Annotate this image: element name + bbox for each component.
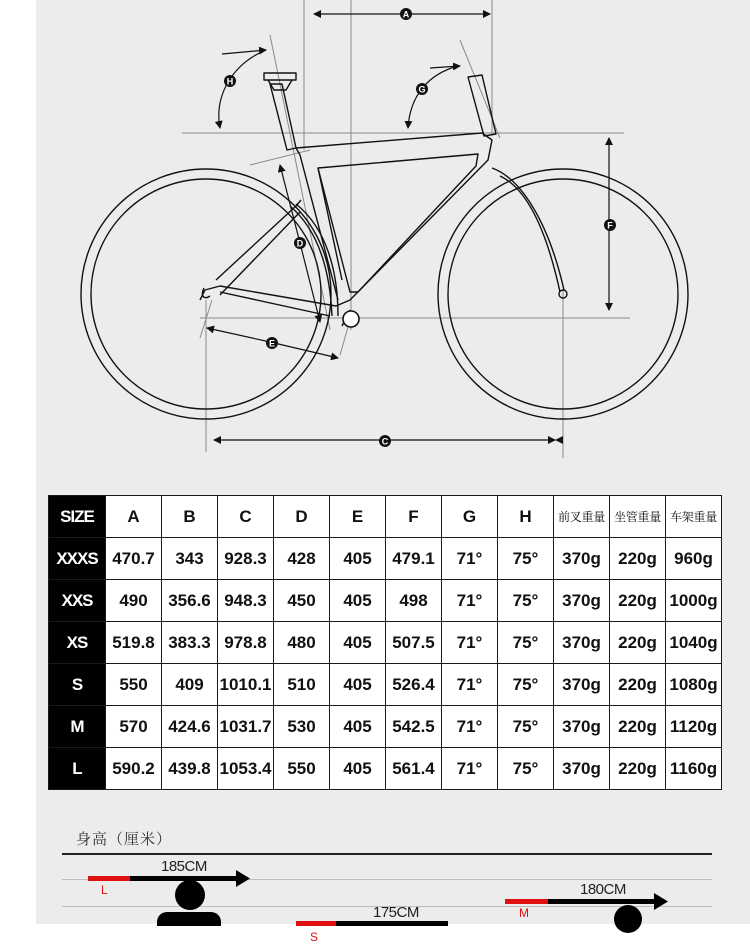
table-cell: 526.4	[386, 664, 442, 706]
size-range-bar	[505, 899, 548, 904]
header-b: B	[162, 496, 218, 538]
header-fork-weight: 前叉重量	[554, 496, 610, 538]
frame	[200, 73, 567, 326]
person-head-icon	[614, 905, 642, 933]
table-cell: 498	[386, 580, 442, 622]
height-value: 180CM	[580, 881, 626, 898]
table-cell: 75°	[498, 748, 554, 790]
table-cell: 450	[274, 580, 330, 622]
size-label-cell: M	[49, 706, 106, 748]
label-h	[224, 75, 236, 87]
svg-text:F: F	[607, 220, 613, 231]
table-cell: 978.8	[218, 622, 274, 664]
table-cell: 960g	[666, 538, 722, 580]
height-chart-rule	[62, 853, 712, 855]
header-size: SIZE	[49, 496, 106, 538]
table-cell: 550	[106, 664, 162, 706]
table-cell: 470.7	[106, 538, 162, 580]
size-range-bar	[88, 876, 130, 881]
svg-text:E: E	[268, 338, 276, 349]
table-cell: 1010.1	[218, 664, 274, 706]
height-chart-title: 身高（厘米）	[76, 831, 173, 848]
table-cell: 490	[106, 580, 162, 622]
table-cell: 480	[274, 622, 330, 664]
size-label-cell: L	[49, 748, 106, 790]
table-row	[49, 580, 722, 622]
table-cell: 1160g	[666, 748, 722, 790]
table-cell: 479.1	[386, 538, 442, 580]
table-cell: 370g	[554, 622, 610, 664]
table-cell: 439.8	[162, 748, 218, 790]
table-cell: 220g	[610, 664, 666, 706]
label-g	[416, 83, 428, 95]
table-cell: 370g	[554, 664, 610, 706]
wheels	[81, 169, 688, 419]
table-header-row	[49, 496, 722, 538]
table-cell: 409	[162, 664, 218, 706]
size-label-cell: S	[49, 664, 106, 706]
table-cell: 1080g	[666, 664, 722, 706]
header-frame-weight: 车架重量	[666, 496, 722, 538]
table-cell: 356.6	[162, 580, 218, 622]
table-cell: 405	[330, 748, 386, 790]
header-f: F	[386, 496, 442, 538]
label-b-hidden: B	[0, 0, 1, 1]
reference-lines	[182, 0, 630, 458]
label-c	[379, 435, 391, 447]
table-cell: 220g	[610, 538, 666, 580]
size-tag: S	[310, 930, 319, 944]
table-cell: 1031.7	[218, 706, 274, 748]
table-cell: 928.3	[218, 538, 274, 580]
height-arrow-bar	[548, 899, 658, 904]
table-cell: 220g	[610, 580, 666, 622]
table-cell: 405	[330, 580, 386, 622]
label-e	[266, 337, 278, 349]
header-seatpost-weight: 坐管重量	[610, 496, 666, 538]
table-cell: 530	[274, 706, 330, 748]
table-cell: 510	[274, 664, 330, 706]
table-cell: 428	[274, 538, 330, 580]
table-row	[49, 748, 722, 790]
table-cell: 75°	[498, 538, 554, 580]
table-cell: 519.8	[106, 622, 162, 664]
table-cell: 75°	[498, 706, 554, 748]
table-cell: 570	[106, 706, 162, 748]
table-row	[49, 664, 722, 706]
table-cell: 71°	[442, 580, 498, 622]
table-cell: 1000g	[666, 580, 722, 622]
table-cell: 75°	[498, 580, 554, 622]
table-cell: 948.3	[218, 580, 274, 622]
svg-text:H: H	[226, 76, 234, 87]
person-head-icon	[175, 880, 205, 910]
table-cell: 370g	[554, 580, 610, 622]
table-cell: 383.3	[162, 622, 218, 664]
bottom-bracket	[343, 311, 359, 327]
size-tag: L	[101, 883, 108, 897]
header-a: A	[106, 496, 162, 538]
table-cell: 1040g	[666, 622, 722, 664]
table-cell: 220g	[610, 748, 666, 790]
dimension-arrows	[207, 14, 609, 440]
table-cell: 71°	[442, 748, 498, 790]
table-row	[49, 538, 722, 580]
table-cell: 424.6	[162, 706, 218, 748]
table-row	[49, 706, 722, 748]
table-cell: 405	[330, 706, 386, 748]
table-body	[49, 538, 722, 790]
table-cell: 343	[162, 538, 218, 580]
geometry-size-table	[48, 495, 722, 790]
table-cell: 75°	[498, 622, 554, 664]
svg-text:G: G	[418, 84, 426, 95]
size-label-cell: XXS	[49, 580, 106, 622]
table-cell: 220g	[610, 706, 666, 748]
table-cell: 71°	[442, 664, 498, 706]
svg-text:D: D	[296, 238, 304, 249]
table-cell: 220g	[610, 622, 666, 664]
table-cell: 561.4	[386, 748, 442, 790]
table-cell: 405	[330, 664, 386, 706]
svg-text:A: A	[402, 9, 410, 20]
header-g: G	[442, 496, 498, 538]
table-cell: 405	[330, 538, 386, 580]
bike-geometry-diagram	[0, 0, 750, 470]
table-row	[49, 622, 722, 664]
table-cell: 507.5	[386, 622, 442, 664]
header-e: E	[330, 496, 386, 538]
table-cell: 370g	[554, 706, 610, 748]
label-f	[604, 219, 616, 231]
height-value: 185CM	[161, 858, 207, 875]
table-cell: 590.2	[106, 748, 162, 790]
table-cell: 405	[330, 622, 386, 664]
table-cell: 1120g	[666, 706, 722, 748]
size-label-cell: XS	[49, 622, 106, 664]
header-c: C	[218, 496, 274, 538]
svg-text:C: C	[381, 436, 389, 447]
table-cell: 550	[274, 748, 330, 790]
label-a	[400, 8, 412, 20]
table-cell: 71°	[442, 706, 498, 748]
size-label-cell: XXXS	[49, 538, 106, 580]
header-h: H	[498, 496, 554, 538]
table-cell: 370g	[554, 538, 610, 580]
label-d	[294, 237, 306, 249]
size-tag: M	[519, 906, 529, 920]
table-cell: 75°	[498, 664, 554, 706]
arrow-head-icon	[236, 870, 250, 887]
arrow-head-icon	[654, 893, 668, 910]
height-value: 175CM	[373, 904, 419, 921]
table-cell: 1053.4	[218, 748, 274, 790]
table-cell: 370g	[554, 748, 610, 790]
header-d: D	[274, 496, 330, 538]
table-cell: 71°	[442, 622, 498, 664]
table-cell: 71°	[442, 538, 498, 580]
table-cell: 542.5	[386, 706, 442, 748]
